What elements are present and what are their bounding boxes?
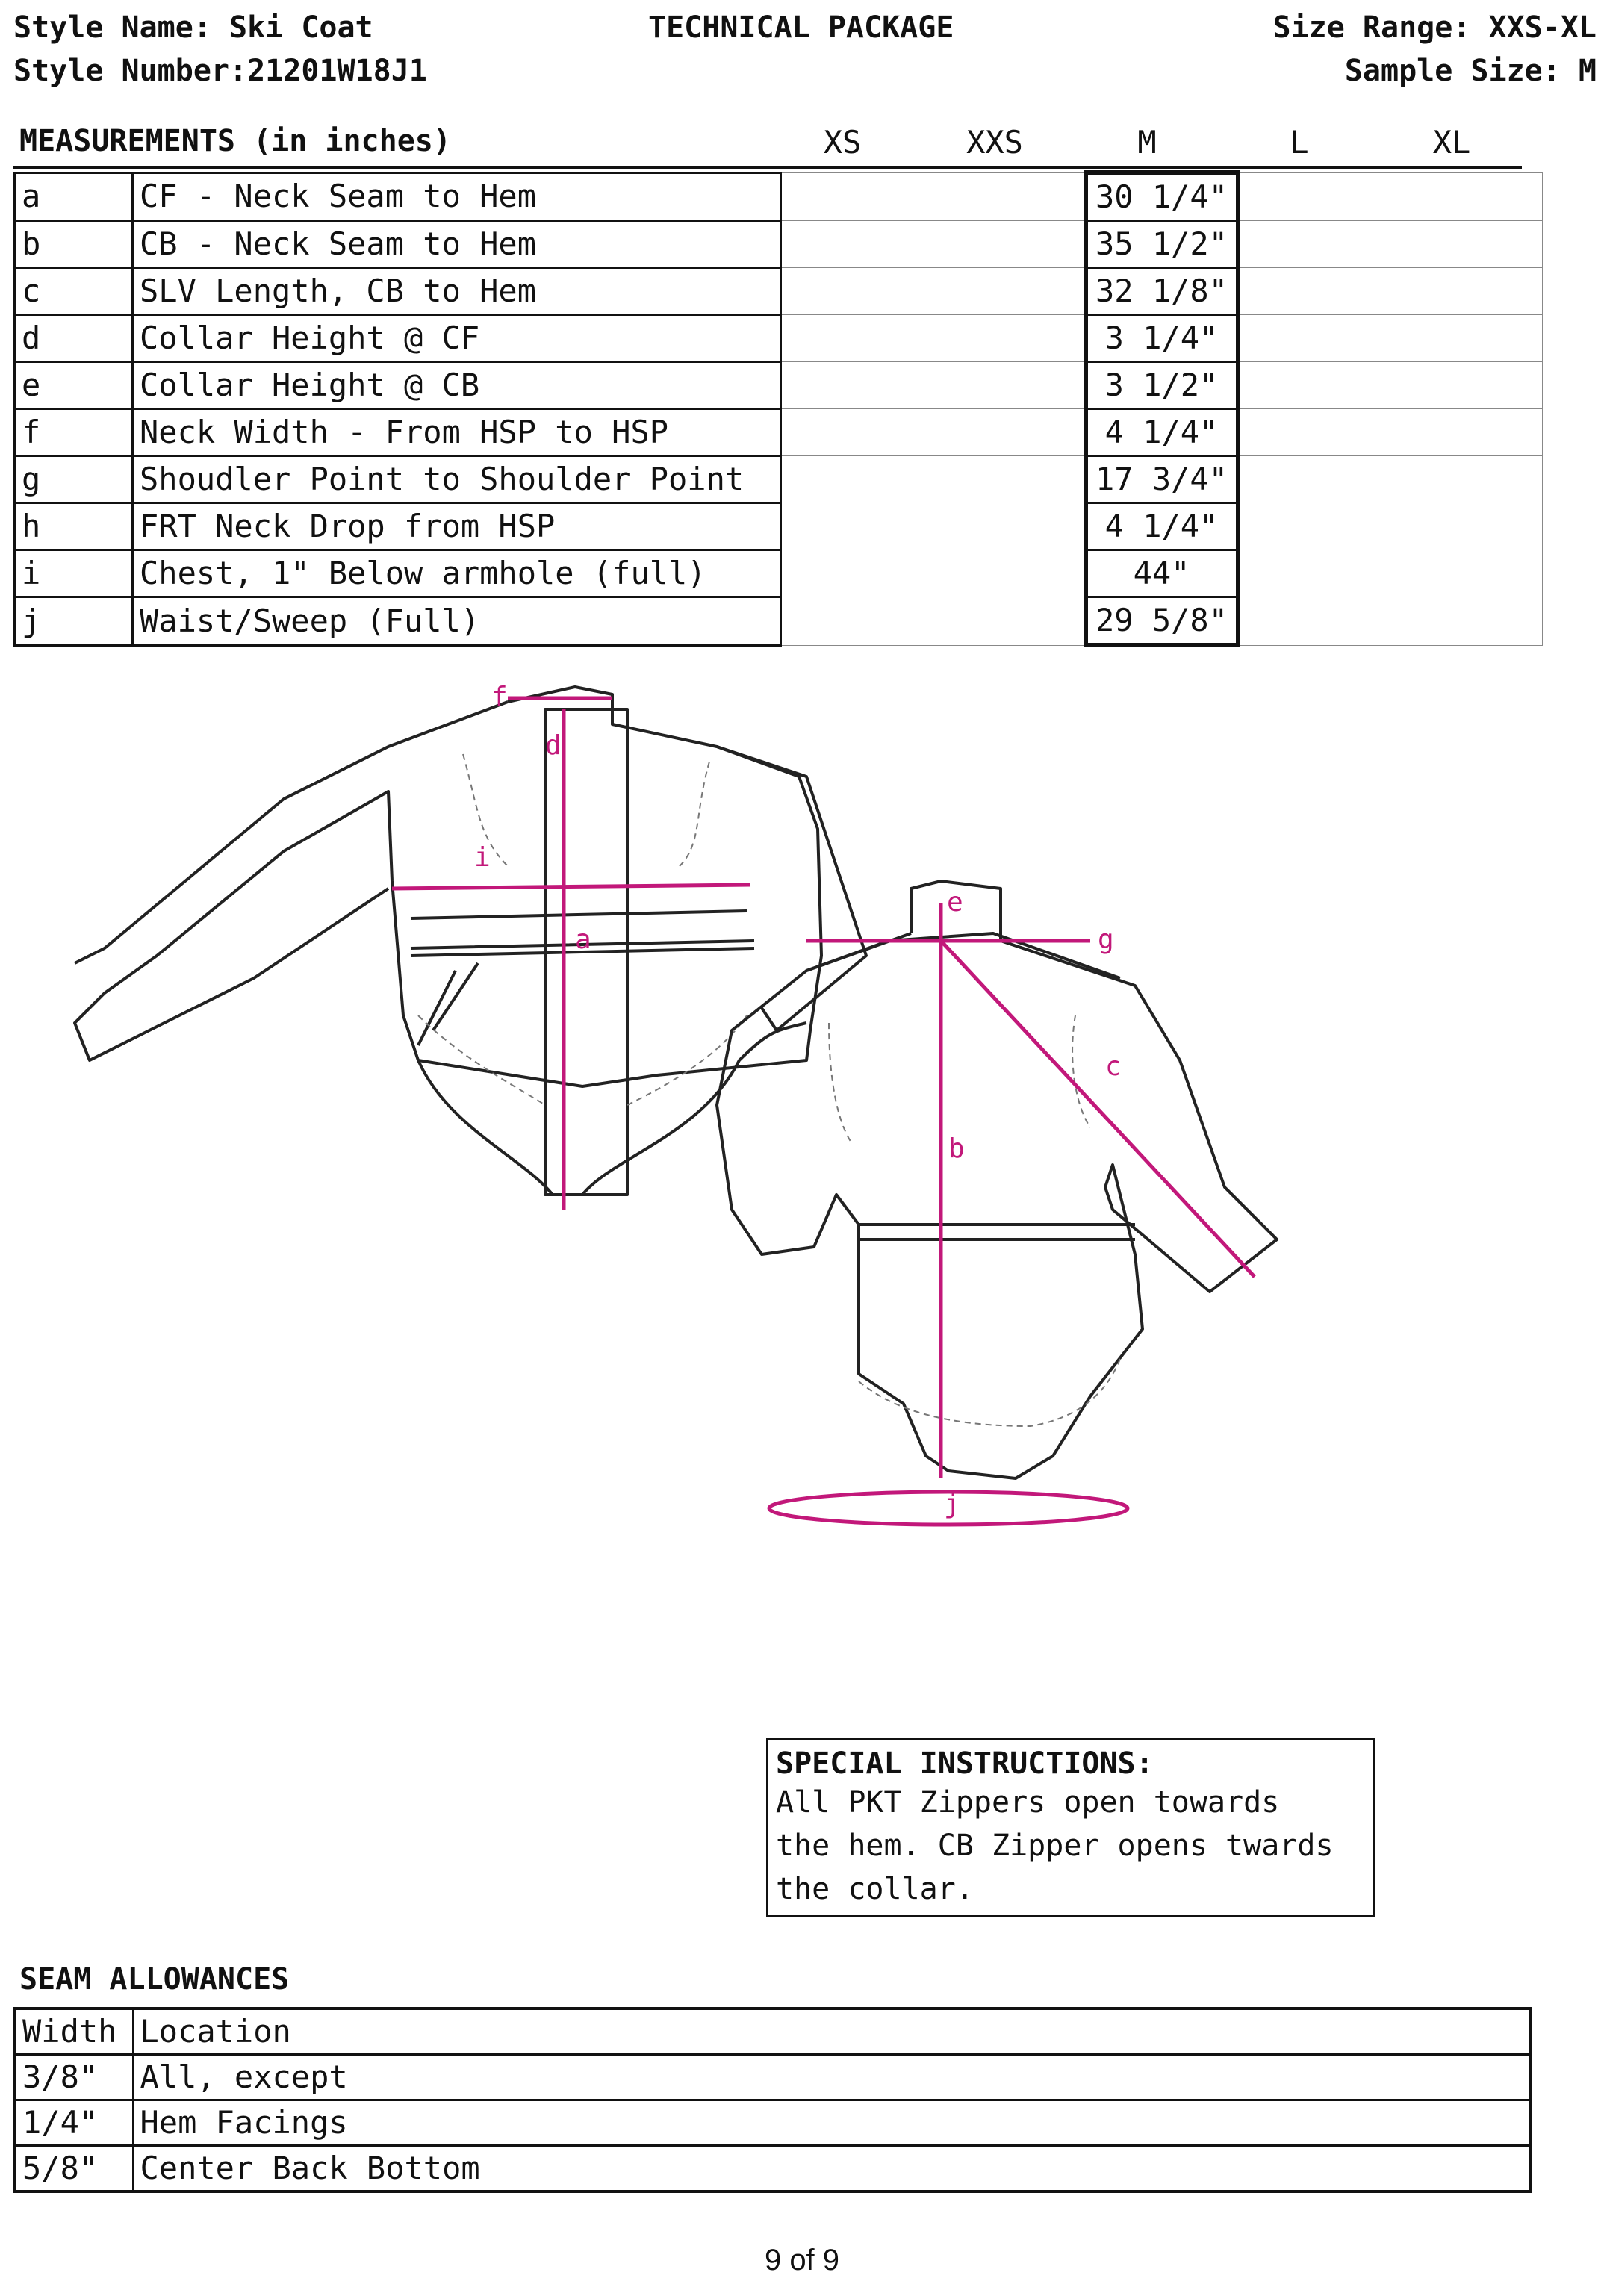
value-xs (781, 409, 933, 456)
measurement-code: i (15, 550, 133, 597)
value-xxs (933, 172, 1086, 221)
line-i (392, 885, 750, 889)
seam-allowances-table (13, 2007, 1532, 2193)
value-xxs (933, 503, 1086, 550)
measurement-lines (392, 698, 1255, 1525)
seam-width: 1/4" (15, 2100, 133, 2146)
value-xl (1390, 503, 1543, 550)
document-title: TECHNICAL PACKAGE (648, 10, 954, 45)
value-xs (781, 362, 933, 409)
back-stitching (829, 1015, 1120, 1426)
special-instructions-title: SPECIAL INSTRUCTIONS: (776, 1746, 1154, 1781)
style-number: Style Number:21201W18J1 (13, 54, 427, 88)
back-view-sketch (717, 881, 1277, 1478)
value-xxs (933, 456, 1086, 503)
value-m: 44" (1086, 550, 1238, 597)
table-row (15, 597, 1543, 646)
value-m: 29 5/8" (1086, 597, 1238, 646)
measurements-title: MEASUREMENTS (in inches) (19, 124, 451, 158)
value-l (1238, 362, 1390, 409)
value-m: 30 1/4" (1086, 172, 1238, 221)
special-line-2: the hem. CB Zipper opens twards (776, 1829, 1334, 1863)
table-row (15, 172, 1543, 221)
measurement-code: j (15, 597, 133, 646)
table-row (15, 409, 1543, 456)
measurement-code: a (15, 172, 133, 221)
value-xxs (933, 221, 1086, 268)
label-b: b (948, 1133, 965, 1164)
page-number: 9 of 9 (764, 2244, 840, 2277)
value-xs (781, 221, 933, 268)
value-xl (1390, 597, 1543, 646)
value-l (1238, 456, 1390, 503)
value-xs (781, 503, 933, 550)
size-range: Size Range: XXS-XL (1272, 10, 1597, 45)
value-m: 35 1/2" (1086, 221, 1238, 268)
label-d: d (545, 730, 562, 761)
measurement-letters (474, 682, 1122, 1519)
value-xl (1390, 315, 1543, 362)
value-m: 3 1/2" (1086, 362, 1238, 409)
style-name: Style Name: Ski Coat (13, 10, 373, 45)
table-row (15, 2146, 1531, 2192)
value-l (1238, 597, 1390, 646)
value-l (1238, 221, 1390, 268)
value-l (1238, 409, 1390, 456)
measurement-code: c (15, 268, 133, 315)
value-xxs (933, 315, 1086, 362)
measurement-description: CB - Neck Seam to Hem (133, 221, 781, 268)
value-l (1238, 550, 1390, 597)
value-xl (1390, 221, 1543, 268)
table-row (15, 503, 1543, 550)
special-line-1: All PKT Zippers open towards (776, 1785, 1280, 1820)
table-row (15, 221, 1543, 268)
value-xl (1390, 268, 1543, 315)
value-l (1238, 503, 1390, 550)
value-l (1238, 172, 1390, 221)
measurement-description: Collar Height @ CB (133, 362, 781, 409)
label-i: i (474, 842, 491, 873)
special-line-3: the collar. (776, 1872, 974, 1906)
size-header-l: L (1290, 124, 1309, 161)
table-row (15, 268, 1543, 315)
value-xxs (933, 409, 1086, 456)
value-xs (781, 315, 933, 362)
measurement-description: Chest, 1" Below armhole (full) (133, 550, 781, 597)
value-xxs (933, 362, 1086, 409)
measurement-description: CF - Neck Seam to Hem (133, 172, 781, 221)
measurement-code: h (15, 503, 133, 550)
seam-allowances-title: SEAM ALLOWANCES (19, 1962, 290, 1997)
value-m: 32 1/8" (1086, 268, 1238, 315)
measurement-description: Shoudler Point to Shoulder Point (133, 456, 781, 503)
value-xl (1390, 456, 1543, 503)
value-xs (781, 456, 933, 503)
seam-header-row (15, 2009, 1531, 2055)
table-row (15, 2100, 1531, 2146)
seam-header-location: Location (133, 2009, 1531, 2055)
measurement-code: g (15, 456, 133, 503)
value-xl (1390, 550, 1543, 597)
value-xl (1390, 362, 1543, 409)
size-header-xxs: XXS (966, 124, 1023, 161)
value-xxs (933, 268, 1086, 315)
value-xl (1390, 172, 1543, 221)
seam-width: 5/8" (15, 2146, 133, 2192)
garment-diagram (60, 642, 1449, 1687)
value-l (1238, 315, 1390, 362)
value-xxs (933, 550, 1086, 597)
label-f: f (491, 682, 508, 712)
table-row (15, 2055, 1531, 2100)
label-c: c (1105, 1051, 1122, 1082)
seam-width: 3/8" (15, 2055, 133, 2100)
measurement-description: Waist/Sweep (Full) (133, 597, 781, 646)
value-m: 3 1/4" (1086, 315, 1238, 362)
size-header-xs: XS (823, 124, 862, 161)
measurement-description: Collar Height @ CF (133, 315, 781, 362)
value-m: 4 1/4" (1086, 409, 1238, 456)
value-xs (781, 268, 933, 315)
measurement-code: b (15, 221, 133, 268)
value-xs (781, 597, 933, 646)
label-j: j (944, 1489, 960, 1519)
label-e: e (947, 887, 963, 918)
measurement-code: e (15, 362, 133, 409)
value-xl (1390, 409, 1543, 456)
value-xs (781, 172, 933, 221)
table-row (15, 362, 1543, 409)
seam-location: Hem Facings (133, 2100, 1531, 2146)
seam-location: All, except (133, 2055, 1531, 2100)
table-row (15, 550, 1543, 597)
measurements-table (13, 170, 1543, 647)
measurement-description: FRT Neck Drop from HSP (133, 503, 781, 550)
label-g: g (1098, 924, 1114, 955)
measurement-description: SLV Length, CB to Hem (133, 268, 781, 315)
seam-location: Center Back Bottom (133, 2146, 1531, 2192)
measurement-description: Neck Width - From HSP to HSP (133, 409, 781, 456)
value-xs (781, 550, 933, 597)
measurement-code: f (15, 409, 133, 456)
header-rule (13, 166, 1522, 169)
label-a: a (575, 924, 591, 955)
seam-header-width: Width (15, 2009, 133, 2055)
value-m: 17 3/4" (1086, 456, 1238, 503)
line-c (941, 941, 1255, 1277)
value-xxs (933, 597, 1086, 646)
value-m: 4 1/4" (1086, 503, 1238, 550)
sample-size: Sample Size: M (1344, 54, 1597, 88)
special-instructions (766, 1738, 1375, 1917)
front-view-sketch (75, 687, 866, 1195)
table-row (15, 315, 1543, 362)
size-header-xl: XL (1432, 124, 1471, 161)
table-row (15, 456, 1543, 503)
size-header-m: M (1137, 124, 1157, 161)
measurement-code: d (15, 315, 133, 362)
value-l (1238, 268, 1390, 315)
